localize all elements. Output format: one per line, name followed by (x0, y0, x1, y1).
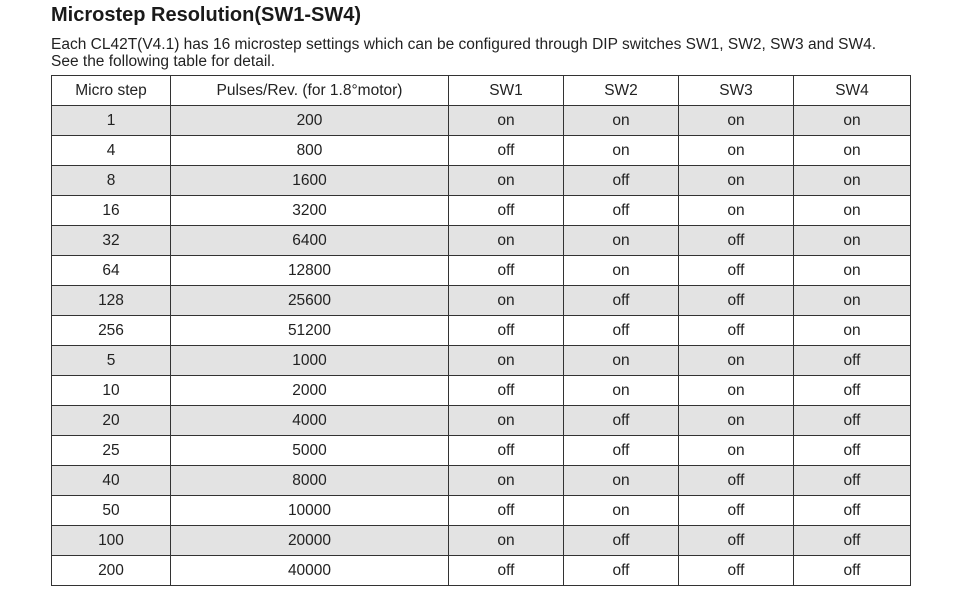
cell-sw2: off (564, 196, 679, 226)
cell-pulses-per-rev: 4000 (171, 406, 449, 436)
cell-micro-step: 10 (52, 376, 171, 406)
cell-sw4: on (794, 286, 911, 316)
cell-sw3: on (679, 436, 794, 466)
header-micro-step: Micro step (52, 76, 171, 106)
table-body (52, 106, 911, 586)
cell-sw3: off (679, 526, 794, 556)
cell-sw4: on (794, 136, 911, 166)
cell-micro-step: 256 (52, 316, 171, 346)
cell-micro-step: 32 (52, 226, 171, 256)
cell-micro-step: 25 (52, 436, 171, 466)
cell-sw1: on (449, 286, 564, 316)
cell-sw3: off (679, 466, 794, 496)
cell-sw1: on (449, 226, 564, 256)
cell-sw2: off (564, 406, 679, 436)
table-row (52, 526, 911, 556)
cell-sw2: off (564, 286, 679, 316)
cell-pulses-per-rev: 20000 (171, 526, 449, 556)
cell-pulses-per-rev: 51200 (171, 316, 449, 346)
cell-sw3: off (679, 556, 794, 586)
cell-sw3: on (679, 196, 794, 226)
table-row (52, 166, 911, 196)
cell-sw1: on (449, 346, 564, 376)
cell-sw3: on (679, 346, 794, 376)
cell-pulses-per-rev: 1000 (171, 346, 449, 376)
cell-sw1: off (449, 316, 564, 346)
cell-pulses-per-rev: 25600 (171, 286, 449, 316)
cell-sw3: off (679, 286, 794, 316)
cell-micro-step: 8 (52, 166, 171, 196)
cell-micro-step: 5 (52, 346, 171, 376)
cell-pulses-per-rev: 3200 (171, 196, 449, 226)
cell-sw4: off (794, 466, 911, 496)
cell-pulses-per-rev: 5000 (171, 436, 449, 466)
cell-sw2: off (564, 526, 679, 556)
cell-sw1: off (449, 136, 564, 166)
cell-sw4: off (794, 526, 911, 556)
cell-sw1: on (449, 406, 564, 436)
cell-sw3: off (679, 496, 794, 526)
cell-sw2: off (564, 316, 679, 346)
description (51, 36, 876, 70)
header-sw1: SW1 (449, 76, 564, 106)
table-row (52, 406, 911, 436)
cell-sw2: on (564, 496, 679, 526)
cell-pulses-per-rev: 800 (171, 136, 449, 166)
cell-sw4: on (794, 166, 911, 196)
cell-sw2: on (564, 466, 679, 496)
description-line-1: Each CL42T(V4.1) has 16 microstep settings which can be configured through DIP switches SW1, SW2, SW3 and SW4. (51, 36, 877, 53)
cell-sw1: on (449, 166, 564, 196)
cell-sw3: off (679, 256, 794, 286)
cell-micro-step: 40 (52, 466, 171, 496)
table-row (52, 136, 911, 166)
cell-micro-step: 16 (52, 196, 171, 226)
cell-sw1: off (449, 496, 564, 526)
cell-sw3: on (679, 136, 794, 166)
table-row (52, 376, 911, 406)
cell-pulses-per-rev: 200 (171, 106, 449, 136)
cell-micro-step: 50 (52, 496, 171, 526)
table-row (52, 196, 911, 226)
cell-micro-step: 100 (52, 526, 171, 556)
cell-sw4: on (794, 196, 911, 226)
microstep-table (51, 75, 911, 586)
cell-micro-step: 20 (52, 406, 171, 436)
page-title: Microstep Resolution(SW1-SW4) (51, 4, 362, 26)
table-row (52, 436, 911, 466)
cell-pulses-per-rev: 6400 (171, 226, 449, 256)
header-sw2: SW2 (564, 76, 679, 106)
cell-micro-step: 200 (52, 556, 171, 586)
cell-sw1: off (449, 256, 564, 286)
cell-sw2: on (564, 376, 679, 406)
table-row (52, 466, 911, 496)
cell-sw2: on (564, 136, 679, 166)
cell-sw3: on (679, 106, 794, 136)
cell-pulses-per-rev: 2000 (171, 376, 449, 406)
cell-pulses-per-rev: 40000 (171, 556, 449, 586)
header-pulses-per-rev: Pulses/Rev. (for 1.8°motor) (171, 76, 449, 106)
cell-sw2: on (564, 106, 679, 136)
cell-sw2: on (564, 346, 679, 376)
cell-micro-step: 4 (52, 136, 171, 166)
cell-sw2: on (564, 256, 679, 286)
cell-sw3: off (679, 316, 794, 346)
table-row (52, 556, 911, 586)
cell-micro-step: 128 (52, 286, 171, 316)
header-sw3: SW3 (679, 76, 794, 106)
cell-sw4: off (794, 346, 911, 376)
table-row (52, 226, 911, 256)
table-row (52, 286, 911, 316)
table-row (52, 496, 911, 526)
table-row (52, 346, 911, 376)
cell-sw4: on (794, 226, 911, 256)
cell-sw3: off (679, 226, 794, 256)
cell-sw2: off (564, 166, 679, 196)
table-row (52, 316, 911, 346)
cell-pulses-per-rev: 1600 (171, 166, 449, 196)
cell-sw2: off (564, 436, 679, 466)
cell-pulses-per-rev: 10000 (171, 496, 449, 526)
cell-sw1: on (449, 466, 564, 496)
cell-sw4: off (794, 556, 911, 586)
cell-pulses-per-rev: 8000 (171, 466, 449, 496)
cell-micro-step: 1 (52, 106, 171, 136)
cell-sw2: on (564, 226, 679, 256)
cell-sw4: on (794, 316, 911, 346)
table-row (52, 256, 911, 286)
cell-sw1: on (449, 526, 564, 556)
cell-sw1: off (449, 556, 564, 586)
cell-sw3: on (679, 376, 794, 406)
cell-sw4: off (794, 376, 911, 406)
cell-sw4: on (794, 106, 911, 136)
cell-pulses-per-rev: 12800 (171, 256, 449, 286)
cell-sw3: on (679, 406, 794, 436)
cell-sw1: on (449, 106, 564, 136)
cell-sw3: on (679, 166, 794, 196)
cell-sw4: off (794, 496, 911, 526)
description-line-2: See the following table for detail. (51, 53, 276, 70)
table-row (52, 106, 911, 136)
cell-sw2: off (564, 556, 679, 586)
cell-micro-step: 64 (52, 256, 171, 286)
cell-sw4: off (794, 406, 911, 436)
table-header-row (52, 76, 911, 106)
cell-sw4: off (794, 436, 911, 466)
cell-sw1: off (449, 376, 564, 406)
cell-sw1: off (449, 196, 564, 226)
cell-sw4: on (794, 256, 911, 286)
cell-sw1: off (449, 436, 564, 466)
header-sw4: SW4 (794, 76, 911, 106)
